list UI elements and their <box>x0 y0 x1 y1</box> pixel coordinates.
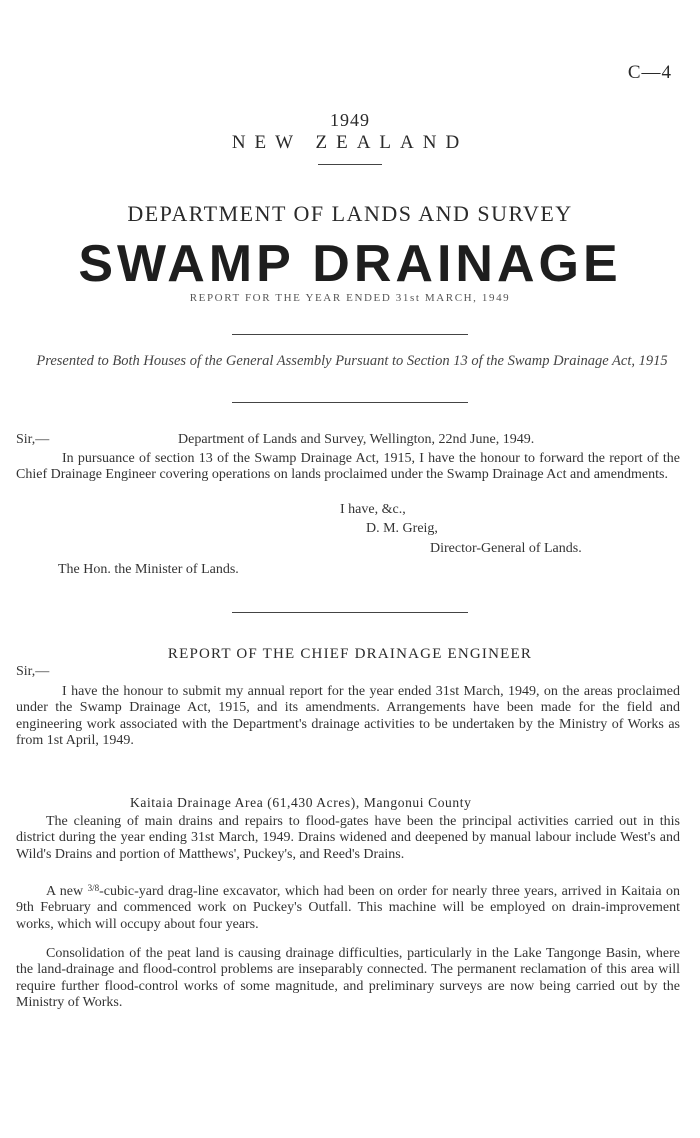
report-paragraph: Consolidation of the peat land is causing drainage difficulties, particularly in the Lake Tangonge Basin, where the land-drainage and flood-control problems are inseparably connected. The permanent reclamation of this area will require further flood-control works of some magnitude, and preliminary surveys are now being carried out by the Ministry of Works. <box>16 946 680 1010</box>
area-heading: Kaitaia Drainage Area (61,430 Acres), Mangonui County <box>130 795 472 810</box>
letter-body: In pursuance of section 13 of the Swamp Drainage Act, 1915, I have the honour to forward the report of the Chief Drainage Engineer covering operations on lands proclaimed under the Swamp Drainage Act and amendments. <box>16 451 680 483</box>
country-name: NEW ZEALAND <box>231 132 469 153</box>
paragraph-text: -cubic-yard drag-line excavator, which had been on order for nearly three years, arrived in Kaitaia on 9th February and commenced work on Puckey's Outfall. This machine will be employed on drain-improvement works, which will occupy about four years. <box>16 884 680 932</box>
divider <box>232 334 468 335</box>
report-year: 1949 <box>330 110 370 130</box>
fraction: 3/8 <box>87 883 100 893</box>
letter-place-date: Department of Lands and Survey, Wellington, 22nd June, 1949. <box>178 432 535 447</box>
paragraph-text: A new <box>46 884 88 899</box>
letter-addressee: The Hon. the Minister of Lands. <box>58 562 239 577</box>
divider <box>232 402 468 403</box>
department-name: DEPARTMENT OF LANDS AND SURVEY <box>127 201 573 226</box>
report-subtitle: REPORT FOR THE YEAR ENDED 31st MARCH, 1949 <box>189 292 511 304</box>
letter-signatory-title: Director-General of Lands. <box>430 541 582 556</box>
document-reference: C—4 <box>627 62 672 83</box>
report-paragraph <box>16 880 680 933</box>
presented-note: Presented to Both Houses of the General Assembly Pursuant to Section 13 of the Swamp Drainage Act, 1915 <box>36 353 668 369</box>
divider <box>232 612 468 613</box>
letter-signatory: D. M. Greig, <box>366 521 438 536</box>
divider <box>318 164 382 165</box>
report-intro: I have the honour to submit my annual report for the year ended 31st March, 1949, on the areas proclaimed under the Swamp Drainage Act, 1915, and its amendments. Arrangements have been made for the field and engineering work associated with the Department's drainage activities to be undertaken by the Ministry of Works as from 1st April, 1949. <box>16 684 680 748</box>
report-salutation: Sir,— <box>16 664 50 679</box>
report-paragraph: The cleaning of main drains and repairs to flood-gates have been the principal activities carried out in this district during the year ending 31st March, 1949. Drains widened and deepened by manual labour include West's and Wild's Drains and portion of Matthews', Puckey's, and Reed's Drains. <box>16 814 680 862</box>
letter-salutation: Sir,— <box>16 432 50 447</box>
report-heading: REPORT OF THE CHIEF DRAINAGE ENGINEER <box>167 646 533 662</box>
report-title: SWAMP DRAINAGE <box>78 235 622 293</box>
letter-closing: I have, &c., <box>340 502 406 517</box>
